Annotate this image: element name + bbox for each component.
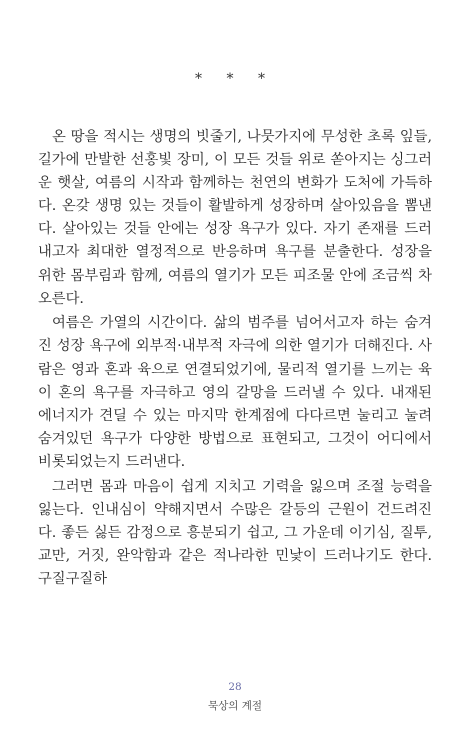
page-number: 28 <box>228 681 242 693</box>
paragraph-1: 온 땅을 적시는 생명의 빗줄기, 나뭇가지에 무성한 초록 잎들, 길가에 만발한 선홍빛 장미, 이 모든 것들 위로 쏟아지는 싱그러운 햇살, 여름의 시작과 함께하는 천연의 변화가 도처에 가득하다. 온갖 생명 있는 것들이 활발하게 성장하며 살아있음을 뽐낸다. 살아있는 것들 안에는 성장 욕구가 있다. 자기 존재를 드러내고자 최대한 열정적으로 반응하며 욕구를 분출한다. 성장을 위한 몸부림과 함께, 여름의 열기가 모든 피조물 안에 조금씩 차오른다. <box>38 129 432 307</box>
section-divider: * * * <box>195 71 275 87</box>
body-text <box>38 126 432 593</box>
paragraph-3: 그러면 몸과 마음이 쉽게 지치고 기력을 잃으며 조절 능력을 잃는다. 인내심이 약해지면서 수많은 갈등의 근원이 건드려진다. 좋든 싫든 감정으로 흥분되기 쉽고, 그 가운데 이기심, 질투, 교만, 거짓, 완악함과 같은 적나라한 민낯이 드러나기도 한다. 구질구질하 <box>38 478 432 587</box>
running-footer-title: 묵상의 계절 <box>207 700 263 712</box>
paragraph-2: 여름은 가열의 시간이다. 삶의 범주를 넘어서고자 하는 숨겨진 성장 욕구에 외부적·내부적 자극에 의한 열기가 더해진다. 사람은 영과 혼과 육으로 연결되었기에, 물리적 열기를 느끼는 육이 혼의 욕구를 자극하고 영의 갈망을 드러낼 수 있다. 내재된 에너지가 견딜 수 있는 마지막 한계점에 다다르면 눌리고 눌려 숨겨있던 욕구가 다양한 방법으로 표현되고, 그것이 어디에서 비롯되었는지 드러낸다. <box>38 315 432 470</box>
